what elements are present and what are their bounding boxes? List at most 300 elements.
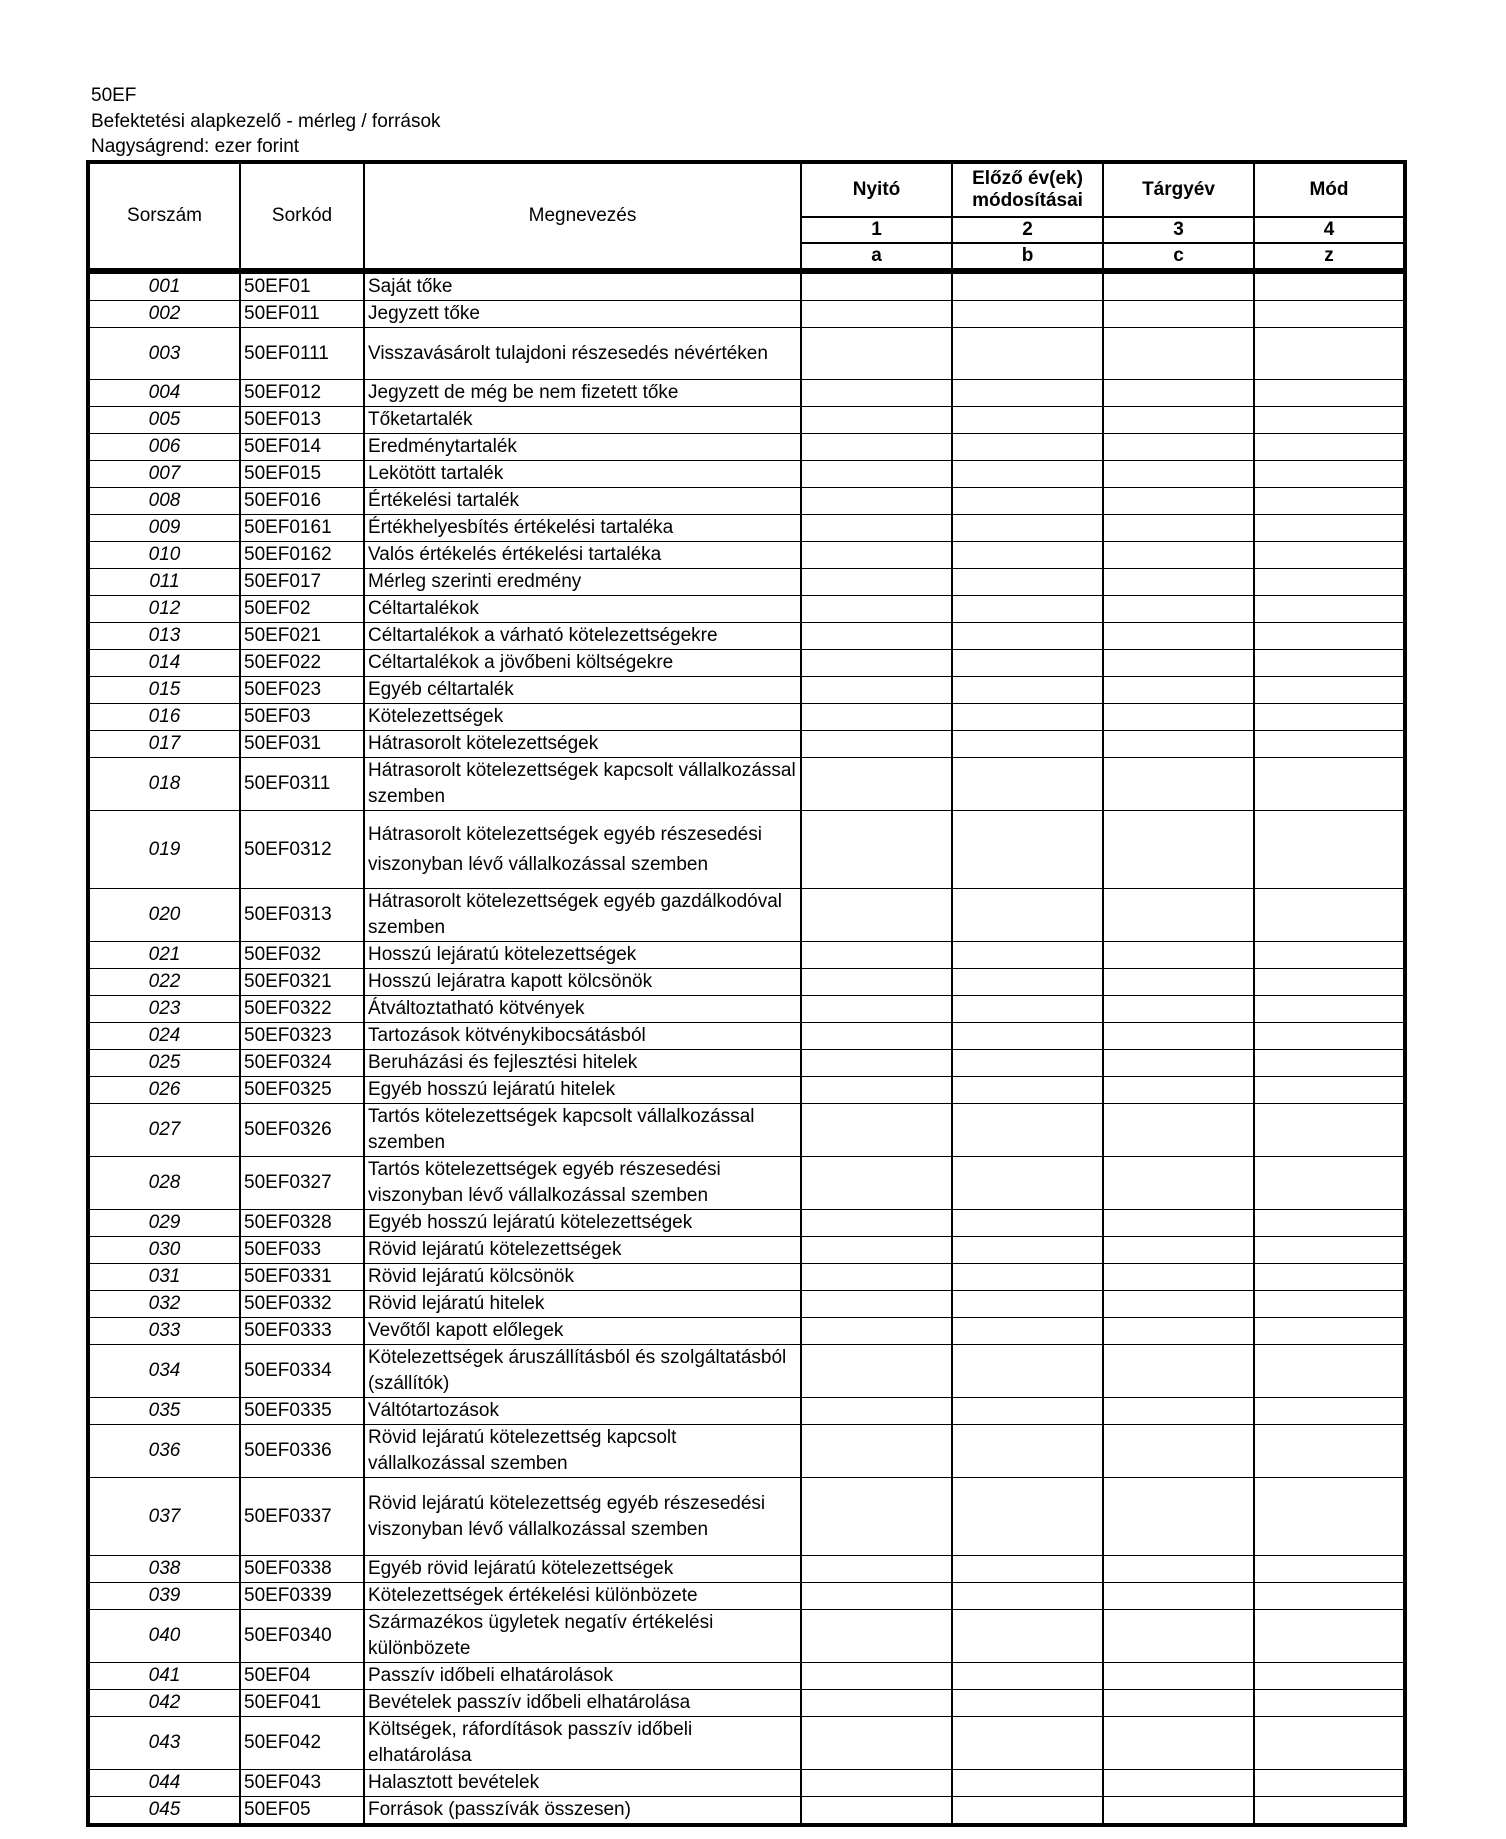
value-cell-elozo-ev[interactable] — [952, 731, 1103, 758]
value-cell-nyito[interactable] — [801, 569, 952, 596]
value-cell-elozo-ev[interactable] — [952, 1345, 1103, 1398]
value-cell-targyev[interactable] — [1103, 1023, 1254, 1050]
value-cell-mod[interactable] — [1254, 434, 1405, 461]
value-cell-mod[interactable] — [1254, 274, 1405, 301]
value-cell-nyito[interactable] — [801, 677, 952, 704]
row-megnevezes: Kötelezettségek — [364, 704, 801, 731]
value-cell-targyev[interactable] — [1103, 488, 1254, 515]
row-megnevezes: Hátrasorolt kötelezettségek kapcsolt vállalkozással szemben — [364, 758, 801, 811]
row-sorszam: 035 — [88, 1398, 240, 1425]
row-sorszam: 031 — [88, 1264, 240, 1291]
table-row — [88, 1077, 1405, 1104]
row-megnevezes: Céltartalékok a jövőbeni költségekre — [364, 650, 801, 677]
value-cell-mod[interactable] — [1254, 731, 1405, 758]
value-cell-nyito[interactable] — [801, 1717, 952, 1770]
row-sorkod: 50EF013 — [240, 407, 364, 434]
row-sorszam: 005 — [88, 407, 240, 434]
form-title: Befektetési alapkezelő - mérleg / források — [91, 111, 441, 132]
value-cell-nyito[interactable] — [801, 1318, 952, 1345]
value-cell-targyev[interactable] — [1103, 942, 1254, 969]
row-megnevezes: Rövid lejáratú kötelezettségek — [364, 1237, 801, 1264]
value-cell-elozo-ev[interactable] — [952, 1264, 1103, 1291]
row-sorkod: 50EF014 — [240, 434, 364, 461]
value-cell-elozo-ev[interactable] — [952, 704, 1103, 731]
table-row — [88, 811, 1405, 889]
value-cell-targyev[interactable] — [1103, 969, 1254, 996]
value-cell-mod[interactable] — [1254, 380, 1405, 407]
table-row — [88, 1663, 1405, 1690]
row-sorkod: 50EF0331 — [240, 1264, 364, 1291]
table-row — [88, 942, 1405, 969]
value-cell-targyev[interactable] — [1103, 1610, 1254, 1663]
row-sorszam: 024 — [88, 1023, 240, 1050]
row-sorkod: 50EF0322 — [240, 996, 364, 1023]
table-row — [88, 1717, 1405, 1770]
value-cell-targyev[interactable] — [1103, 677, 1254, 704]
row-sorszam: 006 — [88, 434, 240, 461]
row-sorszam: 020 — [88, 889, 240, 942]
row-megnevezes: Egyéb céltartalék — [364, 677, 801, 704]
table-row — [88, 488, 1405, 515]
value-cell-nyito[interactable] — [801, 542, 952, 569]
row-sorkod: 50EF031 — [240, 731, 364, 758]
megnevezes-header: Megnevezés — [364, 162, 801, 269]
value-cell-nyito[interactable] — [801, 758, 952, 811]
value-cell-elozo-ev[interactable] — [952, 623, 1103, 650]
row-sorszam: 007 — [88, 461, 240, 488]
row-megnevezes: Költségek, ráfordítások passzív időbeli elhatárolása — [364, 1717, 801, 1770]
table-row — [88, 1690, 1405, 1717]
value-cell-mod[interactable] — [1254, 1210, 1405, 1237]
row-megnevezes: Kötelezettségek értékelési különbözete — [364, 1583, 801, 1610]
table-row — [88, 1023, 1405, 1050]
value-cell-mod[interactable] — [1254, 461, 1405, 488]
row-sorkod: 50EF05 — [240, 1797, 364, 1826]
value-cell-targyev[interactable] — [1103, 1345, 1254, 1398]
value-cell-elozo-ev[interactable] — [952, 1077, 1103, 1104]
row-sorszam: 022 — [88, 969, 240, 996]
row-sorkod: 50EF0340 — [240, 1610, 364, 1663]
value-cell-nyito[interactable] — [801, 1264, 952, 1291]
value-cell-targyev[interactable] — [1103, 1583, 1254, 1610]
row-megnevezes: Rövid lejáratú kötelezettség egyéb részesedési viszonyban lévő vállalkozással szemben — [364, 1478, 801, 1556]
row-sorszam: 010 — [88, 542, 240, 569]
value-cell-mod[interactable] — [1254, 1345, 1405, 1398]
value-cell-mod[interactable] — [1254, 889, 1405, 942]
value-cell-nyito[interactable] — [801, 1050, 952, 1077]
table-row — [88, 1425, 1405, 1478]
value-cell-elozo-ev[interactable] — [952, 758, 1103, 811]
row-sorszam: 001 — [88, 274, 240, 301]
value-cell-mod[interactable] — [1254, 1797, 1405, 1826]
row-megnevezes: Hátrasorolt kötelezettségek — [364, 731, 801, 758]
value-cell-elozo-ev[interactable] — [952, 596, 1103, 623]
value-cell-nyito[interactable] — [801, 407, 952, 434]
value-cell-nyito[interactable] — [801, 1610, 952, 1663]
table-header — [88, 162, 1405, 274]
value-cell-mod[interactable] — [1254, 1264, 1405, 1291]
value-cell-elozo-ev[interactable] — [952, 1690, 1103, 1717]
value-cell-mod[interactable] — [1254, 488, 1405, 515]
value-cell-nyito[interactable] — [801, 650, 952, 677]
value-cell-mod[interactable] — [1254, 1157, 1405, 1210]
value-cell-targyev[interactable] — [1103, 1478, 1254, 1556]
value-cell-targyev[interactable] — [1103, 407, 1254, 434]
row-sorszam: 029 — [88, 1210, 240, 1237]
row-sorszam: 041 — [88, 1663, 240, 1690]
row-sorszam: 012 — [88, 596, 240, 623]
value-cell-elozo-ev[interactable] — [952, 328, 1103, 380]
value-cell-mod[interactable] — [1254, 1610, 1405, 1663]
col-letter: b — [952, 243, 1103, 269]
value-cell-targyev[interactable] — [1103, 1291, 1254, 1318]
table-row — [88, 1770, 1405, 1797]
value-cell-elozo-ev[interactable] — [952, 1717, 1103, 1770]
row-megnevezes: Bevételek passzív időbeli elhatárolása — [364, 1690, 801, 1717]
value-cell-targyev[interactable] — [1103, 434, 1254, 461]
row-megnevezes: Valós értékelés értékelési tartaléka — [364, 542, 801, 569]
row-megnevezes: Beruházási és fejlesztési hitelek — [364, 1050, 801, 1077]
value-cell-mod[interactable] — [1254, 328, 1405, 380]
value-cell-targyev[interactable] — [1103, 650, 1254, 677]
value-cell-targyev[interactable] — [1103, 996, 1254, 1023]
value-cell-targyev[interactable] — [1103, 1264, 1254, 1291]
value-cell-nyito[interactable] — [801, 1690, 952, 1717]
value-cell-nyito[interactable] — [801, 1556, 952, 1583]
value-cell-targyev[interactable] — [1103, 623, 1254, 650]
value-cell-targyev[interactable] — [1103, 1157, 1254, 1210]
row-sorkod: 50EF0327 — [240, 1157, 364, 1210]
value-cell-nyito[interactable] — [801, 1023, 952, 1050]
value-cell-nyito[interactable] — [801, 704, 952, 731]
value-cell-elozo-ev[interactable] — [952, 1583, 1103, 1610]
value-cell-targyev[interactable] — [1103, 328, 1254, 380]
row-sorkod: 50EF0323 — [240, 1023, 364, 1050]
table-row — [88, 301, 1405, 328]
value-cell-nyito[interactable] — [801, 1157, 952, 1210]
value-cell-targyev[interactable] — [1103, 1398, 1254, 1425]
value-cell-mod[interactable] — [1254, 623, 1405, 650]
value-cell-elozo-ev[interactable] — [952, 889, 1103, 942]
value-cell-elozo-ev[interactable] — [952, 1318, 1103, 1345]
value-cell-mod[interactable] — [1254, 1717, 1405, 1770]
value-cell-elozo-ev[interactable] — [952, 1610, 1103, 1663]
row-megnevezes: Vevőtől kapott előlegek — [364, 1318, 801, 1345]
nyito-header: Nyitó — [801, 162, 952, 217]
table-body — [88, 274, 1405, 1825]
value-cell-mod[interactable] — [1254, 942, 1405, 969]
value-cell-elozo-ev[interactable] — [952, 1398, 1103, 1425]
row-megnevezes: Egyéb hosszú lejáratú kötelezettségek — [364, 1210, 801, 1237]
col-letter: z — [1254, 243, 1405, 269]
sorkod-header: Sorkód — [240, 162, 364, 269]
value-cell-targyev[interactable] — [1103, 301, 1254, 328]
value-cell-targyev[interactable] — [1103, 889, 1254, 942]
row-sorszam: 039 — [88, 1583, 240, 1610]
row-sorkod: 50EF0339 — [240, 1583, 364, 1610]
value-cell-mod[interactable] — [1254, 811, 1405, 889]
row-megnevezes: Egyéb hosszú lejáratú hitelek — [364, 1077, 801, 1104]
value-cell-elozo-ev[interactable] — [952, 1291, 1103, 1318]
value-cell-elozo-ev[interactable] — [952, 1157, 1103, 1210]
row-megnevezes: Rövid lejáratú hitelek — [364, 1291, 801, 1318]
row-sorszam: 009 — [88, 515, 240, 542]
value-cell-nyito[interactable] — [801, 1663, 952, 1690]
table-row — [88, 1345, 1405, 1398]
value-cell-mod[interactable] — [1254, 677, 1405, 704]
value-cell-targyev[interactable] — [1103, 1050, 1254, 1077]
value-cell-elozo-ev[interactable] — [952, 1237, 1103, 1264]
mod-header: Mód — [1254, 162, 1405, 217]
value-cell-targyev[interactable] — [1103, 1556, 1254, 1583]
row-megnevezes: Saját tőke — [364, 274, 801, 301]
value-cell-targyev[interactable] — [1103, 1770, 1254, 1797]
value-cell-targyev[interactable] — [1103, 731, 1254, 758]
table-row — [88, 1583, 1405, 1610]
value-cell-elozo-ev[interactable] — [952, 1797, 1103, 1826]
table-row — [88, 596, 1405, 623]
value-cell-mod[interactable] — [1254, 1425, 1405, 1478]
value-cell-nyito[interactable] — [801, 731, 952, 758]
row-sorkod: 50EF0324 — [240, 1050, 364, 1077]
value-cell-elozo-ev[interactable] — [952, 1425, 1103, 1478]
row-sorkod: 50EF012 — [240, 380, 364, 407]
row-sorkod: 50EF0334 — [240, 1345, 364, 1398]
value-cell-targyev[interactable] — [1103, 1077, 1254, 1104]
value-cell-nyito[interactable] — [801, 1478, 952, 1556]
row-megnevezes: Források (passzívák összesen) — [364, 1797, 801, 1826]
value-cell-targyev[interactable] — [1103, 1104, 1254, 1157]
value-cell-targyev[interactable] — [1103, 1717, 1254, 1770]
row-megnevezes: Céltartalékok a várható kötelezettségekre — [364, 623, 801, 650]
row-megnevezes: Jegyzett tőke — [364, 301, 801, 328]
value-cell-nyito[interactable] — [801, 488, 952, 515]
value-cell-mod[interactable] — [1254, 301, 1405, 328]
table-row — [88, 542, 1405, 569]
value-cell-targyev[interactable] — [1103, 1690, 1254, 1717]
table-row — [88, 1050, 1405, 1077]
value-cell-targyev[interactable] — [1103, 380, 1254, 407]
value-cell-targyev[interactable] — [1103, 704, 1254, 731]
value-cell-targyev[interactable] — [1103, 1797, 1254, 1826]
value-cell-mod[interactable] — [1254, 515, 1405, 542]
value-cell-elozo-ev[interactable] — [952, 274, 1103, 301]
value-cell-mod[interactable] — [1254, 1318, 1405, 1345]
row-sorkod: 50EF02 — [240, 596, 364, 623]
table-row — [88, 1610, 1405, 1663]
table-row — [88, 731, 1405, 758]
row-sorkod: 50EF03 — [240, 704, 364, 731]
value-cell-mod[interactable] — [1254, 1398, 1405, 1425]
value-cell-nyito[interactable] — [801, 1425, 952, 1478]
row-sorkod: 50EF015 — [240, 461, 364, 488]
value-cell-elozo-ev[interactable] — [952, 407, 1103, 434]
value-cell-elozo-ev[interactable] — [952, 942, 1103, 969]
table-row — [88, 569, 1405, 596]
value-cell-mod[interactable] — [1254, 1291, 1405, 1318]
value-cell-mod[interactable] — [1254, 1023, 1405, 1050]
value-cell-elozo-ev[interactable] — [952, 1663, 1103, 1690]
value-cell-nyito[interactable] — [801, 1291, 952, 1318]
row-megnevezes: Értékhelyesbítés értékelési tartaléka — [364, 515, 801, 542]
row-sorkod: 50EF016 — [240, 488, 364, 515]
row-sorszam: 021 — [88, 942, 240, 969]
targyev-header: Tárgyév — [1103, 162, 1254, 217]
value-cell-targyev[interactable] — [1103, 758, 1254, 811]
value-cell-nyito[interactable] — [801, 889, 952, 942]
value-cell-targyev[interactable] — [1103, 1425, 1254, 1478]
value-cell-mod[interactable] — [1254, 542, 1405, 569]
row-megnevezes: Értékelési tartalék — [364, 488, 801, 515]
row-megnevezes: Hátrasorolt kötelezettségek egyéb részesedési viszonyban lévő vállalkozással szemben — [364, 811, 801, 889]
row-sorszam: 033 — [88, 1318, 240, 1345]
value-cell-elozo-ev[interactable] — [952, 461, 1103, 488]
value-cell-nyito[interactable] — [801, 274, 952, 301]
value-cell-elozo-ev[interactable] — [952, 1478, 1103, 1556]
col-number: 2 — [952, 217, 1103, 243]
value-cell-targyev[interactable] — [1103, 1237, 1254, 1264]
value-cell-elozo-ev[interactable] — [952, 301, 1103, 328]
value-cell-targyev[interactable] — [1103, 1663, 1254, 1690]
value-cell-mod[interactable] — [1254, 1663, 1405, 1690]
value-cell-mod[interactable] — [1254, 996, 1405, 1023]
value-cell-targyev[interactable] — [1103, 515, 1254, 542]
col-letter: c — [1103, 243, 1254, 269]
value-cell-mod[interactable] — [1254, 758, 1405, 811]
value-cell-mod[interactable] — [1254, 1237, 1405, 1264]
value-cell-nyito[interactable] — [801, 596, 952, 623]
value-cell-mod[interactable] — [1254, 1583, 1405, 1610]
row-sorszam: 023 — [88, 996, 240, 1023]
value-cell-nyito[interactable] — [801, 942, 952, 969]
row-sorkod: 50EF01 — [240, 274, 364, 301]
table-row — [88, 623, 1405, 650]
value-cell-mod[interactable] — [1254, 1050, 1405, 1077]
row-megnevezes: Passzív időbeli elhatárolások — [364, 1663, 801, 1690]
value-cell-elozo-ev[interactable] — [952, 677, 1103, 704]
value-cell-mod[interactable] — [1254, 569, 1405, 596]
value-cell-targyev[interactable] — [1103, 274, 1254, 301]
value-cell-targyev[interactable] — [1103, 1318, 1254, 1345]
row-sorszam: 018 — [88, 758, 240, 811]
row-sorkod: 50EF0337 — [240, 1478, 364, 1556]
value-cell-mod[interactable] — [1254, 1104, 1405, 1157]
row-megnevezes: Lekötött tartalék — [364, 461, 801, 488]
row-sorkod: 50EF022 — [240, 650, 364, 677]
sorszam-header: Sorszám — [88, 162, 240, 269]
table-row — [88, 758, 1405, 811]
value-cell-nyito[interactable] — [801, 1104, 952, 1157]
value-cell-nyito[interactable] — [801, 623, 952, 650]
value-cell-targyev[interactable] — [1103, 596, 1254, 623]
value-cell-elozo-ev[interactable] — [952, 488, 1103, 515]
table-row — [88, 274, 1405, 301]
row-sorkod: 50EF017 — [240, 569, 364, 596]
row-sorszam: 042 — [88, 1690, 240, 1717]
value-cell-elozo-ev[interactable] — [952, 380, 1103, 407]
value-cell-elozo-ev[interactable] — [952, 434, 1103, 461]
row-sorkod: 50EF0333 — [240, 1318, 364, 1345]
value-cell-elozo-ev[interactable] — [952, 1770, 1103, 1797]
row-sorkod: 50EF033 — [240, 1237, 364, 1264]
value-cell-targyev[interactable] — [1103, 1210, 1254, 1237]
value-cell-mod[interactable] — [1254, 1077, 1405, 1104]
value-cell-nyito[interactable] — [801, 301, 952, 328]
value-cell-nyito[interactable] — [801, 1398, 952, 1425]
elozo-ev-header: Előző év(ek) módosításai — [952, 162, 1103, 217]
value-cell-elozo-ev[interactable] — [952, 1556, 1103, 1583]
value-cell-targyev[interactable] — [1103, 811, 1254, 889]
row-sorszam: 015 — [88, 677, 240, 704]
value-cell-elozo-ev[interactable] — [952, 1050, 1103, 1077]
value-cell-mod[interactable] — [1254, 1770, 1405, 1797]
value-cell-elozo-ev[interactable] — [952, 969, 1103, 996]
row-sorszam: 034 — [88, 1345, 240, 1398]
value-cell-elozo-ev[interactable] — [952, 1023, 1103, 1050]
row-megnevezes: Céltartalékok — [364, 596, 801, 623]
value-cell-nyito[interactable] — [801, 969, 952, 996]
value-cell-elozo-ev[interactable] — [952, 650, 1103, 677]
value-cell-elozo-ev[interactable] — [952, 811, 1103, 889]
value-cell-mod[interactable] — [1254, 1556, 1405, 1583]
row-sorszam: 008 — [88, 488, 240, 515]
table-row — [88, 1478, 1405, 1556]
value-cell-nyito[interactable] — [801, 380, 952, 407]
value-cell-mod[interactable] — [1254, 704, 1405, 731]
row-sorkod: 50EF032 — [240, 942, 364, 969]
value-cell-nyito[interactable] — [801, 1583, 952, 1610]
value-cell-mod[interactable] — [1254, 596, 1405, 623]
value-cell-targyev[interactable] — [1103, 542, 1254, 569]
value-cell-targyev[interactable] — [1103, 569, 1254, 596]
value-cell-nyito[interactable] — [801, 1345, 952, 1398]
value-cell-elozo-ev[interactable] — [952, 515, 1103, 542]
value-cell-elozo-ev[interactable] — [952, 996, 1103, 1023]
value-cell-elozo-ev[interactable] — [952, 1210, 1103, 1237]
value-cell-nyito[interactable] — [801, 1770, 952, 1797]
value-cell-nyito[interactable] — [801, 461, 952, 488]
value-cell-mod[interactable] — [1254, 969, 1405, 996]
row-sorszam: 032 — [88, 1291, 240, 1318]
value-cell-nyito[interactable] — [801, 434, 952, 461]
value-cell-nyito[interactable] — [801, 1237, 952, 1264]
value-cell-nyito[interactable] — [801, 996, 952, 1023]
table-row — [88, 1104, 1405, 1157]
value-cell-nyito[interactable] — [801, 1210, 952, 1237]
value-cell-nyito[interactable] — [801, 328, 952, 380]
value-cell-nyito[interactable] — [801, 811, 952, 889]
value-cell-mod[interactable] — [1254, 650, 1405, 677]
value-cell-targyev[interactable] — [1103, 461, 1254, 488]
row-sorszam: 030 — [88, 1237, 240, 1264]
value-cell-mod[interactable] — [1254, 1478, 1405, 1556]
value-cell-nyito[interactable] — [801, 515, 952, 542]
row-megnevezes: Hosszú lejáratra kapott kölcsönök — [364, 969, 801, 996]
value-cell-mod[interactable] — [1254, 1690, 1405, 1717]
value-cell-nyito[interactable] — [801, 1797, 952, 1826]
row-megnevezes: Váltótartozások — [364, 1398, 801, 1425]
table-row — [88, 461, 1405, 488]
value-cell-nyito[interactable] — [801, 1077, 952, 1104]
row-sorkod: 50EF0111 — [240, 328, 364, 380]
row-sorkod: 50EF0312 — [240, 811, 364, 889]
value-cell-elozo-ev[interactable] — [952, 1104, 1103, 1157]
table-row — [88, 515, 1405, 542]
value-cell-mod[interactable] — [1254, 407, 1405, 434]
value-cell-elozo-ev[interactable] — [952, 569, 1103, 596]
value-cell-elozo-ev[interactable] — [952, 542, 1103, 569]
row-sorkod: 50EF0328 — [240, 1210, 364, 1237]
